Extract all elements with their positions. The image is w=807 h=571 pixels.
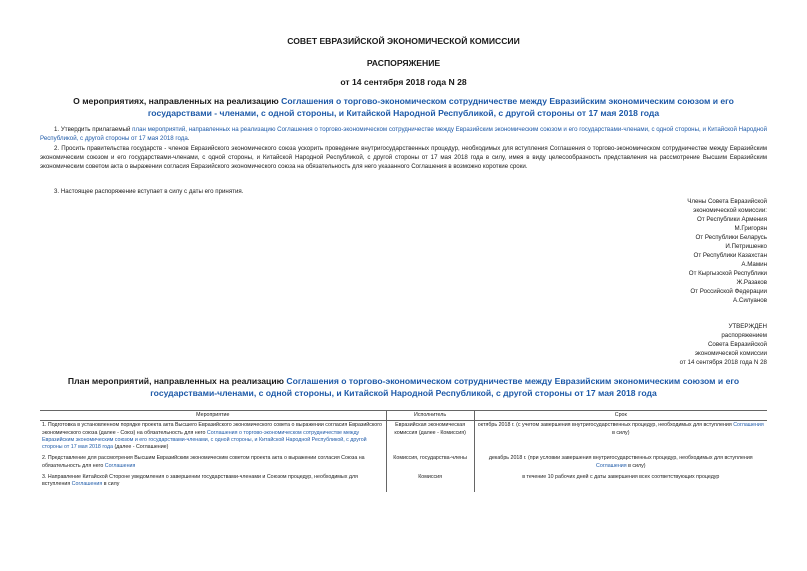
column-header-activity: Мероприятие — [40, 411, 386, 421]
activity-link[interactable]: Соглашения — [104, 462, 136, 469]
activity-link[interactable]: Соглашения о торгово-экономическом сотрудничестве между Евразийским экономическим союзом и его государствами-членами, с одной стороны, и Китайской Народной Республикой, с другой стороны от 17 мая 2018 года — [42, 429, 367, 451]
term-cell — [474, 454, 767, 473]
council-heading: СОВЕТ ЕВРАЗИЙСКОЙ ЭКОНОМИЧЕСКОЙ КОМИССИИ — [287, 36, 520, 46]
signature-line: А.Мамин — [741, 261, 767, 268]
document-type: РАСПОРЯЖЕНИЕ — [366, 58, 441, 68]
approval-line: от 14 сентября 2018 года N 28 — [679, 359, 767, 366]
plan-title-prefix: План мероприятий, направленных на реализацию — [67, 376, 287, 386]
activity-text-suffix: (далее - Соглашение) — [113, 444, 169, 451]
column-header-executor: Исполнитель — [386, 411, 474, 421]
term-link[interactable]: Соглашения — [733, 422, 764, 429]
signature-line: экономической комиссии: — [693, 207, 767, 214]
activity-cell — [40, 421, 386, 455]
plan-agreement-link[interactable]: Соглашения о торгово-экономическом сотрудничестве между Евразийским экономическим союзом и его государствами-членами, с одной стороны, и Китайской Народной Республикой, с другой стороны от 17 мая 2018 года — [150, 376, 740, 398]
plan-link[interactable]: план мероприятий, направленных на реализацию Соглашения о торгово-экономическом сотрудничестве между Евразийским экономическим союзом и его государствами-членами, с одной стороны, и Китайской Народной Республикой, с другой стороны от 17 мая 2018 года — [40, 126, 768, 142]
order-title-prefix: О мероприятиях, направленных на реализацию — [73, 96, 282, 106]
executor-cell: Комиссия — [386, 473, 474, 492]
table-row — [40, 454, 767, 473]
signatures-block — [607, 197, 767, 305]
signature-line: От Российской Федерации — [690, 288, 767, 295]
paragraph-2: 2. Просить правительства государств - членов Евразийского экономического союза ускорить проведение внутригосударственных процедур, необходимых для вступления Соглашения о торгово-экономическом сотрудничестве между Евразийским экономическим союзом и его государствами-членами, с одной стороны, и Китайской Народной Республикой, с другой стороны от 17 мая 2018 года в силу, имея в виду целесообразность представления на рассмотрение Высшим Евразийским экономическим советом акта о выражении согласия Евразийского экономического союза на обязательность для него указанного Соглашения в возможно короткие сроки. — [40, 145, 767, 170]
activity-text: 3. Направление Китайской Стороне уведомления о завершении государствами-членами и Союзом процедур, необходимых для вступления — [42, 474, 358, 488]
signature-line: М.Григорян — [734, 225, 767, 232]
activity-text: 1. Подготовка в установленном порядке проекта акта Высшего Евразийского экономического совета о выражении согласия Евразийского экономического союза (далее - Союз) на обязательность для него — [42, 422, 382, 436]
order-title — [40, 96, 767, 119]
agreement-link[interactable]: Соглашения о торгово-экономическом сотрудничестве между Евразийским экономическим союзом и его государствами - членами, с одной стороны, и Китайской Народной Республикой, с другой стороны от 17 мая 2018 года — [147, 96, 734, 118]
activity-cell — [40, 473, 386, 492]
signature-line: А.Силуанов — [733, 297, 767, 304]
signature-line: Ж.Разаков — [736, 279, 767, 286]
approval-line: Совета Евразийской — [707, 341, 767, 348]
executor-cell: Комиссия, государства-члены — [386, 454, 474, 473]
signature-line: От Республики Беларусь — [695, 234, 767, 241]
term-text-suffix: в силу) — [626, 462, 646, 469]
activity-cell — [40, 454, 386, 473]
activity-text-suffix: в силу — [102, 481, 120, 488]
approval-line: экономической комиссии — [694, 350, 767, 357]
signature-line: От Республики Армения — [697, 216, 767, 223]
term-text: в течение 10 рабочих дней с даты завершения всех соответствующих процедур — [522, 474, 720, 481]
approval-line: УТВЕРЖДЕН — [728, 323, 767, 330]
signature-line: От Республики Казахстан — [693, 252, 767, 259]
table-row — [40, 473, 767, 492]
paragraph-1-suffix: . — [187, 134, 190, 142]
plan-table — [40, 410, 767, 492]
paragraph-3: 3. Настоящее распоряжение вступает в силу с даты его принятия. — [54, 188, 244, 195]
paragraph-1 — [40, 126, 767, 144]
activity-link[interactable]: Соглашения — [71, 481, 103, 488]
term-text: октябрь 2018 г. (с учетом завершения внутригосударственных процедур, необходимых для вступления — [477, 422, 734, 429]
term-cell — [474, 421, 767, 455]
plan-title — [40, 376, 767, 399]
table-header-row — [40, 411, 767, 421]
term-text: декабрь 2018 г. (при условии завершения внутригосударственных процедур, необходимых для вступления — [488, 455, 753, 462]
approval-stamp — [607, 322, 767, 367]
document-date: от 14 сентября 2018 года N 28 — [340, 77, 467, 87]
signature-line: И.Петришенко — [725, 243, 767, 250]
activity-text: 2. Представление для рассмотрения Высшим Евразийским экономическим советом проекта акта о выражении согласия Союза на обязательность для него — [42, 455, 365, 469]
signature-line: Члены Совета Евразийской — [687, 198, 767, 205]
term-text-suffix: в силу) — [612, 429, 630, 436]
paragraph-1-prefix: 1. Утвердить прилагаемый — [54, 126, 133, 133]
table-row — [40, 421, 767, 455]
term-cell — [474, 473, 767, 492]
term-link[interactable]: Соглашения — [596, 462, 627, 469]
column-header-term: Срок — [474, 411, 767, 421]
executor-cell: Евразийская экономическая комиссия (далее - Комиссия) — [386, 421, 474, 455]
approval-line: распоряжением — [721, 332, 767, 339]
signature-line: От Кыргызской Республики — [688, 270, 767, 277]
